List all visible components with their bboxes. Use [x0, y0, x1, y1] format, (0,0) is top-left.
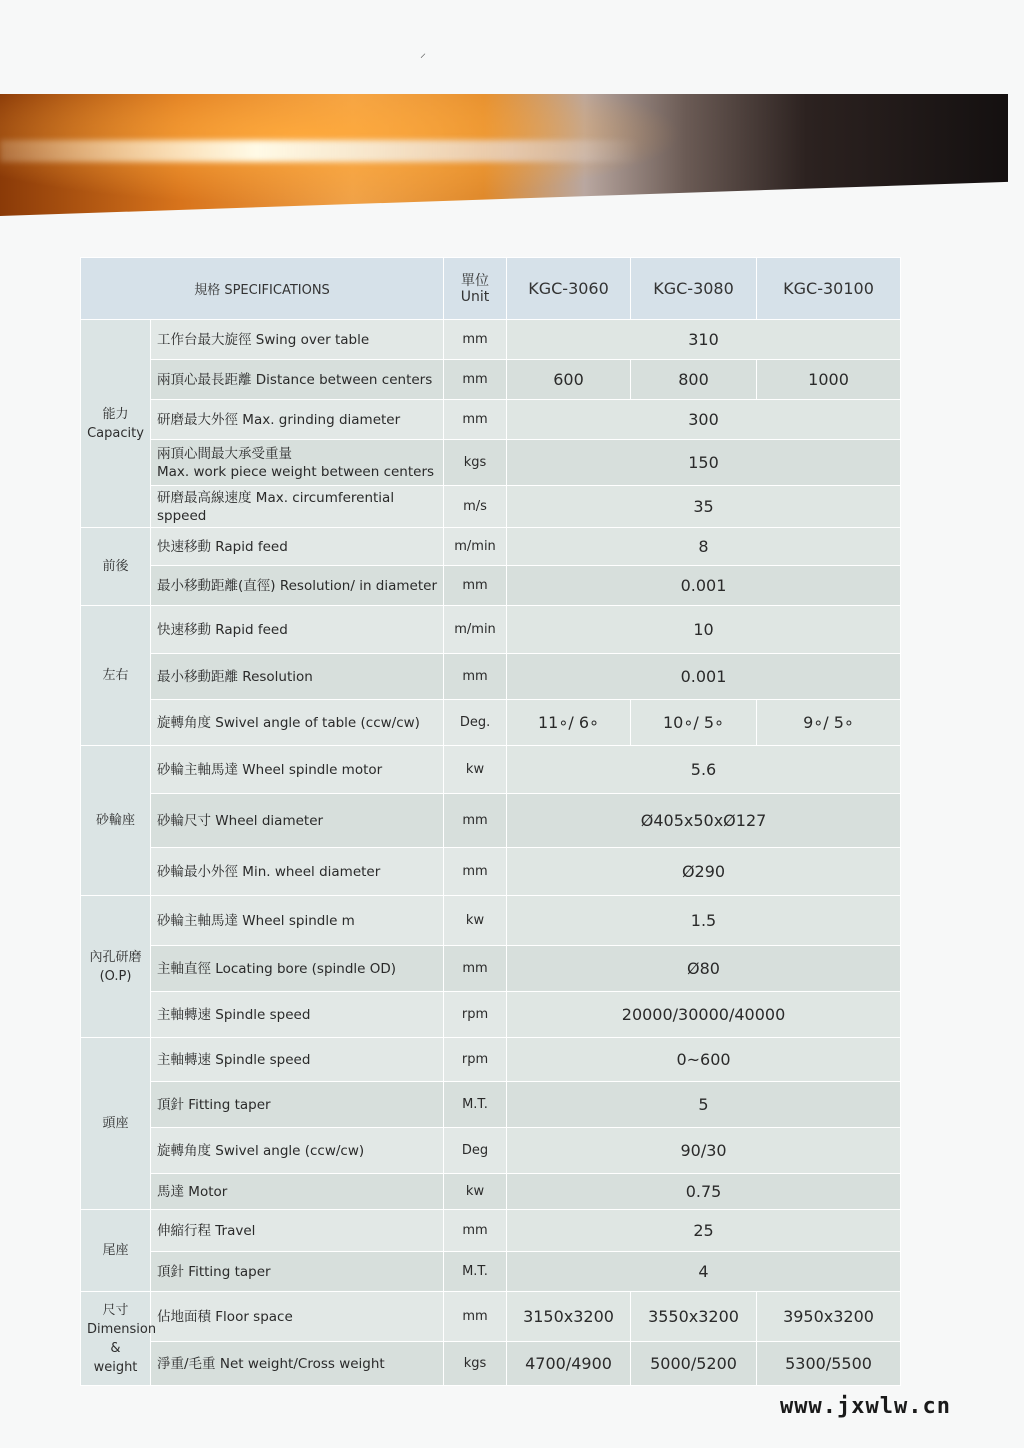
table-row [81, 1082, 901, 1128]
spec-unit: Deg [444, 1128, 507, 1174]
spec-unit: rpm [444, 1038, 507, 1082]
spec-value-all-models: Ø405x50xØ127 [507, 794, 901, 848]
group-label-label-zh: 尺寸 [102, 1302, 129, 1318]
spec-item-label: 伸縮行程 Travel [157, 1222, 256, 1239]
table-row [81, 486, 901, 528]
spec-unit: mm [444, 320, 507, 360]
table-row [81, 1252, 901, 1292]
table-header-row [81, 258, 901, 320]
table-row [81, 746, 901, 794]
spec-item-label: 快速移動 Rapid feed [157, 621, 288, 638]
spec-item-label: 主軸直徑 Locating bore (spindle OD) [157, 960, 397, 977]
spec-value-all-models: Ø80 [507, 946, 901, 992]
spec-value-all-models: 20000/30000/40000 [507, 992, 901, 1038]
spec-value-all-models: 1.5 [507, 896, 901, 946]
spec-item-label: 頂針 Fitting taper [157, 1263, 271, 1280]
spec-unit: mm [444, 848, 507, 896]
group-label-label-zh: 尾座 [102, 1243, 129, 1258]
spec-item-label: 砂輪最小外徑 Min. wheel diameter [157, 863, 381, 880]
header-model-3: KGC-30100 [757, 258, 901, 320]
spec-item [151, 1292, 444, 1342]
spec-value-all-models: 300 [507, 400, 901, 440]
spec-item [151, 528, 444, 566]
spec-value-model-2: 800 [631, 360, 757, 400]
spec-value-model-1: 600 [507, 360, 631, 400]
table-row [81, 946, 901, 992]
spec-value-all-models: 310 [507, 320, 901, 360]
spec-value-all-models: 8 [507, 528, 901, 566]
group-label-label-zh: 頭座 [102, 1116, 129, 1131]
spec-unit: mm [444, 946, 507, 992]
spec-item-label: Max. work piece weight between centers [157, 463, 435, 480]
spec-item-label: 研磨最高線速度 Max. circumferential sppeed [157, 489, 395, 524]
spec-value-all-models: 90/30 [507, 1128, 901, 1174]
table-row [81, 992, 901, 1038]
specifications-table [80, 257, 901, 1386]
spec-item-label: 佔地面積 Floor space [157, 1308, 293, 1325]
spec-value-model-3: 3950x3200 [757, 1292, 901, 1342]
group-label [81, 1210, 151, 1292]
spec-value-all-models: 25 [507, 1210, 901, 1252]
spec-value-model-1: 3150x3200 [507, 1292, 631, 1342]
header-model-2: KGC-3080 [631, 258, 757, 320]
spec-unit: mm [444, 654, 507, 700]
spec-item-label: 研磨最大外徑 Max. grinding diameter [157, 411, 401, 428]
spec-unit: mm [444, 1292, 507, 1342]
group-label-label-en: (O.P) [99, 968, 132, 984]
spec-item [151, 440, 444, 486]
spec-item [151, 1128, 444, 1174]
spec-unit: mm [444, 360, 507, 400]
table-row [81, 320, 901, 360]
group-label [81, 746, 151, 896]
group-label-label-zh: 能力 [102, 406, 129, 422]
spec-value-all-models: 35 [507, 486, 901, 528]
spec-item [151, 746, 444, 794]
spec-value-model-3: 1000 [757, 360, 901, 400]
spec-item [151, 896, 444, 946]
spec-value-all-models: 0.001 [507, 654, 901, 700]
spec-item-label: 砂輪尺寸 Wheel diameter [157, 812, 324, 829]
group-label [81, 896, 151, 1038]
table-row [81, 1210, 901, 1252]
group-label-label-en: Dimension [87, 1321, 157, 1337]
spec-value-all-models: 5 [507, 1082, 901, 1128]
table-body [81, 320, 901, 1386]
spec-item [151, 794, 444, 848]
spec-value-all-models: 0~600 [507, 1038, 901, 1082]
table-row [81, 1342, 901, 1386]
header-unit [444, 258, 507, 320]
spec-value-model-1: 4700/4900 [507, 1342, 631, 1386]
spec-unit: m/min [444, 606, 507, 654]
spec-unit: mm [444, 794, 507, 848]
spec-unit: kw [444, 746, 507, 794]
spec-item [151, 1252, 444, 1292]
spec-value-model-2: 10∘/ 5∘ [631, 700, 757, 746]
spec-item-label: 馬達 Motor [157, 1183, 228, 1200]
spec-item [151, 1038, 444, 1082]
spec-item [151, 992, 444, 1038]
spec-item [151, 1342, 444, 1386]
spec-item [151, 848, 444, 896]
spec-item-label: 旋轉角度 Swivel angle of table (ccw/cw) [157, 714, 420, 731]
table-row [81, 606, 901, 654]
spec-unit: rpm [444, 992, 507, 1038]
table-row [81, 1038, 901, 1082]
spec-unit: kw [444, 896, 507, 946]
header-unit-en: Unit [460, 288, 490, 305]
table-row [81, 896, 901, 946]
spec-item-label: 工作台最大旋徑 Swing over table [157, 331, 370, 348]
group-label [81, 606, 151, 746]
spec-item [151, 700, 444, 746]
spec-item [151, 400, 444, 440]
spec-unit: kw [444, 1174, 507, 1210]
group-label-label-en2: & weight [93, 1340, 138, 1375]
spec-unit: kgs [444, 1342, 507, 1386]
spec-item-zh: 兩頂心間最大承受重量 [157, 445, 292, 462]
print-mark: ⸝ [420, 46, 427, 60]
spec-item [151, 486, 444, 528]
spec-unit: mm [444, 400, 507, 440]
header-model-1: KGC-3060 [507, 258, 631, 320]
spec-value-model-1: 11∘/ 6∘ [507, 700, 631, 746]
spec-value-model-3: 9∘/ 5∘ [757, 700, 901, 746]
spec-unit: M.T. [444, 1082, 507, 1128]
table-row [81, 440, 901, 486]
spec-item-label: 兩頂心最長距離 Distance between centers [157, 371, 433, 388]
spec-item [151, 654, 444, 700]
table-row [81, 400, 901, 440]
spec-value-all-models: 5.6 [507, 746, 901, 794]
spec-item-label: 砂輪主軸馬達 Wheel spindle motor [157, 761, 383, 778]
spec-unit: kgs [444, 440, 507, 486]
spec-value-all-models: Ø290 [507, 848, 901, 896]
spec-value-all-models: 0.001 [507, 566, 901, 606]
table-row [81, 654, 901, 700]
header-banner-image [0, 94, 1008, 216]
spec-item [151, 606, 444, 654]
spec-item-label: 旋轉角度 Swivel angle (ccw/cw) [157, 1142, 365, 1159]
spec-item [151, 320, 444, 360]
spec-item [151, 1174, 444, 1210]
group-label [81, 1292, 157, 1386]
watermark-url: www.jxwlw.cn [780, 1394, 951, 1419]
spec-unit: m/min [444, 528, 507, 566]
spec-item [151, 360, 444, 400]
group-label-label-zh: 砂輪座 [95, 813, 135, 828]
spec-item-label: 最小移動距離 Resolution [157, 668, 313, 685]
table-row [81, 848, 901, 896]
spec-value-model-2: 5000/5200 [631, 1342, 757, 1386]
spec-item [151, 1210, 444, 1252]
spec-item [151, 1082, 444, 1128]
spec-value-model-3: 5300/5500 [757, 1342, 901, 1386]
spec-item-label: 頂針 Fitting taper [157, 1096, 271, 1113]
spec-item-label: 砂輪主軸馬達 Wheel spindle m [157, 912, 355, 929]
spec-item-label: 快速移動 Rapid feed [157, 538, 288, 555]
table-row [81, 360, 901, 400]
group-label [81, 320, 151, 528]
spec-item-label: 淨重/毛重 Net weight/Cross weight [157, 1355, 385, 1372]
group-label-label-zh: 前後 [102, 559, 129, 574]
header-specifications: 規格 SPECIFICATIONS [81, 258, 444, 320]
table-row [81, 1174, 901, 1210]
spec-unit: mm [444, 566, 507, 606]
banner-light-streak [0, 140, 640, 162]
group-label-label-en: Capacity [87, 425, 144, 441]
table-row [81, 1292, 901, 1342]
spec-item-label: 主軸轉速 Spindle speed [157, 1051, 311, 1068]
spec-unit: m/s [444, 486, 507, 528]
table-row [81, 794, 901, 848]
table-row [81, 700, 901, 746]
spec-value-all-models: 150 [507, 440, 901, 486]
spec-value-all-models: 0.75 [507, 1174, 901, 1210]
spec-value-all-models: 4 [507, 1252, 901, 1292]
table-row [81, 1128, 901, 1174]
spec-unit: mm [444, 1210, 507, 1252]
group-label-label-zh: 左右 [102, 668, 129, 683]
spec-item-label: 最小移動距離(直徑) Resolution/ in diameter [157, 577, 437, 594]
table-row [81, 566, 901, 606]
spec-item [151, 566, 444, 606]
spec-value-all-models: 10 [507, 606, 901, 654]
group-label [81, 1038, 151, 1210]
header-unit-zh: 單位 [461, 272, 490, 289]
spec-item [151, 946, 444, 992]
spec-unit: M.T. [444, 1252, 507, 1292]
group-label-label-zh: 內孔研磨 [89, 949, 142, 965]
spec-value-model-2: 3550x3200 [631, 1292, 757, 1342]
group-label [81, 528, 151, 606]
table-row [81, 528, 901, 566]
spec-item-label: 主軸轉速 Spindle speed [157, 1006, 311, 1023]
spec-unit: Deg. [444, 700, 507, 746]
